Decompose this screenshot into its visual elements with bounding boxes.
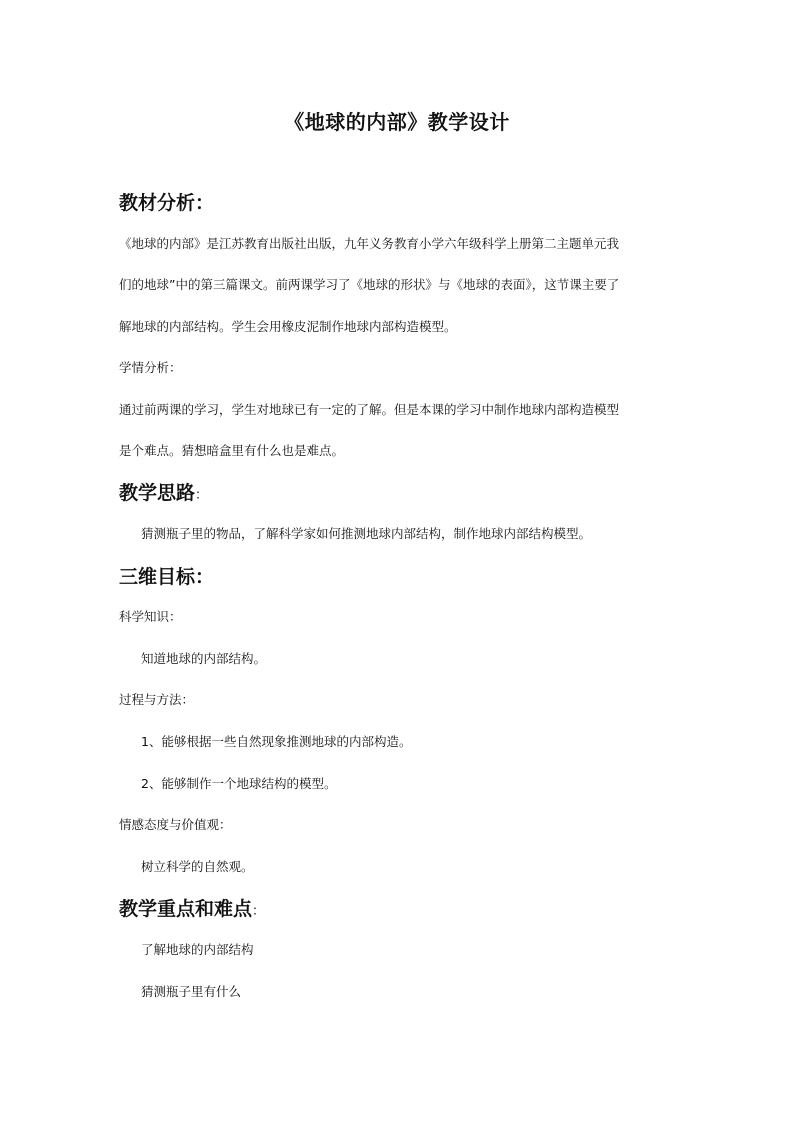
key-points-heading xyxy=(119,897,265,924)
science-knowledge-label: 科学知识： xyxy=(119,609,182,624)
student-line-2: 是个难点。猜想暗盒里有什么也是难点。 xyxy=(119,443,345,458)
emotion-attitude-label: 情感态度与价值观： xyxy=(119,817,232,832)
process-line-1: 1、能够根据一些自然现象推测地球的内部构造。 xyxy=(141,734,412,749)
material-line-3: 解地球的内部结构。学生会用橡皮泥制作地球内部构造模型。 xyxy=(119,319,457,334)
teaching-approach-colon: ： xyxy=(195,488,209,503)
science-knowledge-line: 知道地球的内部结构。 xyxy=(141,651,267,666)
teaching-approach-heading-text: 教学思路 xyxy=(119,482,196,504)
emotion-attitude-line: 树立科学的自然观。 xyxy=(141,859,254,874)
key-point-line-2: 猜测瓶子里有什么 xyxy=(141,984,242,999)
three-dimensional-goals-heading: 三维目标： xyxy=(119,566,215,588)
process-line-2: 2、能够制作一个地球结构的模型。 xyxy=(141,776,337,791)
teaching-approach-line: 猜测瓶子里的物品，了解科学家如何推测地球内部结构，制作地球内部结构模型。 xyxy=(141,526,592,541)
key-point-line-1: 了解地球的内部结构 xyxy=(141,942,254,957)
teaching-approach-heading xyxy=(119,481,208,508)
key-points-heading-text: 教学重点和难点 xyxy=(119,898,253,920)
material-line-1: 《地球的内部》是江苏教育出版社出版，九年义务教育小学六年级科学上册第二主题单元我 xyxy=(119,236,620,251)
key-points-colon: ： xyxy=(252,904,266,919)
document-title: 《地球的内部》教学设计 xyxy=(284,110,510,134)
material-analysis-heading: 教材分析： xyxy=(119,192,215,214)
material-line-2: 们的地球”中的第三篇课文。前两课学习了《地球的形状》与《地球的表面》，这节课主要了 xyxy=(119,277,620,292)
student-line-1: 通过前两课的学习，学生对地球已有一定的了解。但是本课的学习中制作地球内部构造模型 xyxy=(119,402,620,417)
student-analysis-label: 学情分析： xyxy=(119,360,182,375)
process-method-label: 过程与方法： xyxy=(119,692,195,707)
